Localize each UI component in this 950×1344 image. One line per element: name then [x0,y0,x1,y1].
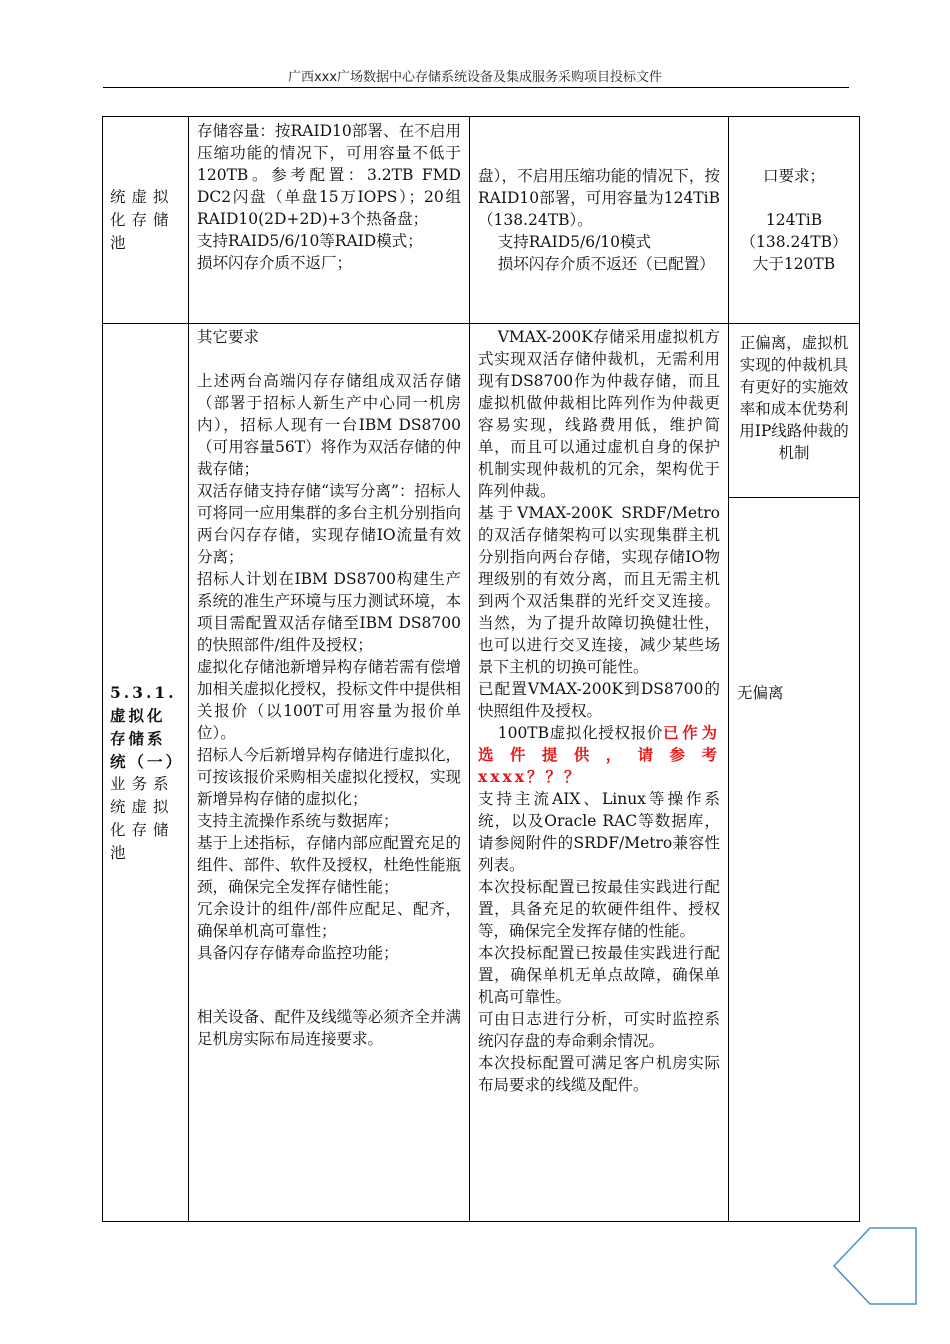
spacer [197,348,461,370]
table-row [103,117,860,324]
page-corner-icon [830,1226,918,1306]
row1-deviation [729,117,860,324]
row1-category-text: 统虚拟化存储池 [110,187,175,252]
row2-deviation [729,324,860,1222]
row2-resp-p4-red: 已作为选件提供，请参考xxxx？？？ [478,723,720,786]
row2-resp-p7: 本次投标配置已按最佳实践进行配置，确保单机无单点故障，确保单机高可靠性。 [478,944,720,1006]
row2-req-item-8: 冗余设计的组件/部件应配足、配齐，确保单机高可靠性； [197,900,461,940]
row2-req-item-2: 双活存储支持存储“读写分离”：招标人可将同一应用集群的多台主机分别指向两台闪存存储，实现存储IO流量有效分离； [197,482,461,566]
row2-resp-p8: 可由日志进行分析，可实时监控系统闪存盘的寿命剩余情况。 [478,1010,720,1050]
row2-requirement [189,324,470,1222]
row1-resp-text-2: 支持RAID5/6/10模式 [497,233,652,251]
row2-req-title: 其它要求 [197,328,260,346]
header-rule [103,87,849,88]
row1-dev-line-4: 大于120TB [752,255,836,273]
row2-resp-p5: 支持主流AIX、Linux等操作系统，以及Oracle RAC等数据库，请参阅附件的SRDF/Metro兼容性列表。 [478,790,720,874]
row2-resp-p6: 本次投标配置已按最佳实践进行配置，具备充足的软硬件组件、授权等，确保完全发挥存储的性能。 [478,878,720,940]
row2-dev-bottom: 无偏离 [737,684,784,702]
row1-dev-line-1: 口要求； [762,167,825,185]
row1-response [470,117,729,324]
row2-resp-p4 [478,722,720,788]
row2-category-normal: 业务系统虚拟化存储池 [110,774,175,862]
row2-resp-p1: VMAX-200K存储采用虚拟机方式实现双活存储仲裁机，无需利用现有DS8700作为仲裁存储，而且虚拟机做仲裁相比阵列作为仲裁更容易实现，线路费用低，维护简单，而且可以通过虚机自身的保护机制实现仲裁机的冗余，架构优于阵列仲裁。 [478,328,720,500]
row2-response [470,324,729,1222]
row2-req-item-7: 基于上述指标，存储内部应配置充足的组件、部件、软件及授权，杜绝性能瓶颈，确保完全发挥存储性能； [197,834,461,896]
row2-req-last: 相关设备、配件及线缆等必须齐全并满足机房实际布局连接要求。 [197,1008,461,1048]
row2-dev-top: 正偏离，虚拟机实现的仲裁机具有更好的实施效率和成本优势利用IP线路仲裁的机制 [729,324,859,498]
row2-category [103,324,189,1222]
row1-dev-line-2: 124TiB [765,211,823,229]
spacer [197,964,461,1006]
compliance-table [102,116,860,1222]
row2-req-item-9: 具备闪存存储寿命监控功能； [197,944,399,962]
row2-req-item-3: 招标人计划在IBM DS8700构建生产系统的准生产环境与压力测试环境，本项目需配置双活存储至IBM DS8700的快照部件/组件及授权； [197,570,461,654]
row1-req-text-1: 存储容量：按RAID10部署、在不启用压缩功能的情况下，可用容量不低于120TB。参考配置：3.2TB FMD DC2闪盘（单盘15万IOPS）；20组RAID10(2D+2D)+3个热备盘； [197,122,461,228]
row2-category-bold: 5.3.1. 虚拟化存储系统（一） [110,682,185,771]
row1-resp-text-1: 盘），不启用压缩功能的情况下，按RAID10部署，可用容量为124TiB（138.24TB）。 [478,167,720,229]
row2-req-item-6: 支持主流操作系统与数据库； [197,812,399,830]
row1-req-text-3: 损坏闪存介质不返厂； [197,254,353,272]
row2-resp-p2: 基于VMAX-200K SRDF/Metro的双活存储架构可以实现集群主机分别指向两台存储，实现存储IO物理级别的有效分离，而且无需主机到两个双活集群的光纤交叉连接。当然，为了提升故障切换健壮性，也可以进行交叉连接，减少某些场景下主机的切换可能性。 [478,504,720,676]
table-row [103,324,860,1222]
row2-resp-p9: 本次投标配置可满足客户机房实际布局要求的线缆及配件。 [478,1054,720,1094]
row2-req-item-1: 上述两台高端闪存存储组成双活存储（部署于招标人新生产中心同一机房内），招标人现有一台IBM DS8700（可用容量56T）将作为双活存储的仲裁存储； [197,372,461,478]
row1-req-text-2: 支持RAID5/6/10等RAID模式； [197,232,423,250]
document-header: 广西xxx广场数据中心存储系统设备及集成服务采购项目投标文件 [287,70,663,85]
row1-dev-line-3: （138.24TB） [740,233,848,251]
spacer [733,187,855,209]
row1-resp-text-3: 损坏闪存介质不返还（已配置） [497,255,715,273]
row2-resp-p3: 已配置VMAX-200K到DS8700的快照组件及授权。 [478,680,720,720]
row2-req-item-4: 虚拟化存储池新增异构存储若需有偿增加相关虚拟化授权，投标文件中提供相关报价（以100T可用容量为报价单位）。 [197,658,461,742]
row2-req-item-5: 招标人今后新增异构存储进行虚拟化，可按该报价采购相关虚拟化授权，实现新增异构存储的虚拟化； [197,746,461,808]
row1-requirement [189,117,470,324]
row1-category [103,117,189,324]
row2-resp-p4-normal: 100TB虚拟化授权报价 [497,724,664,742]
